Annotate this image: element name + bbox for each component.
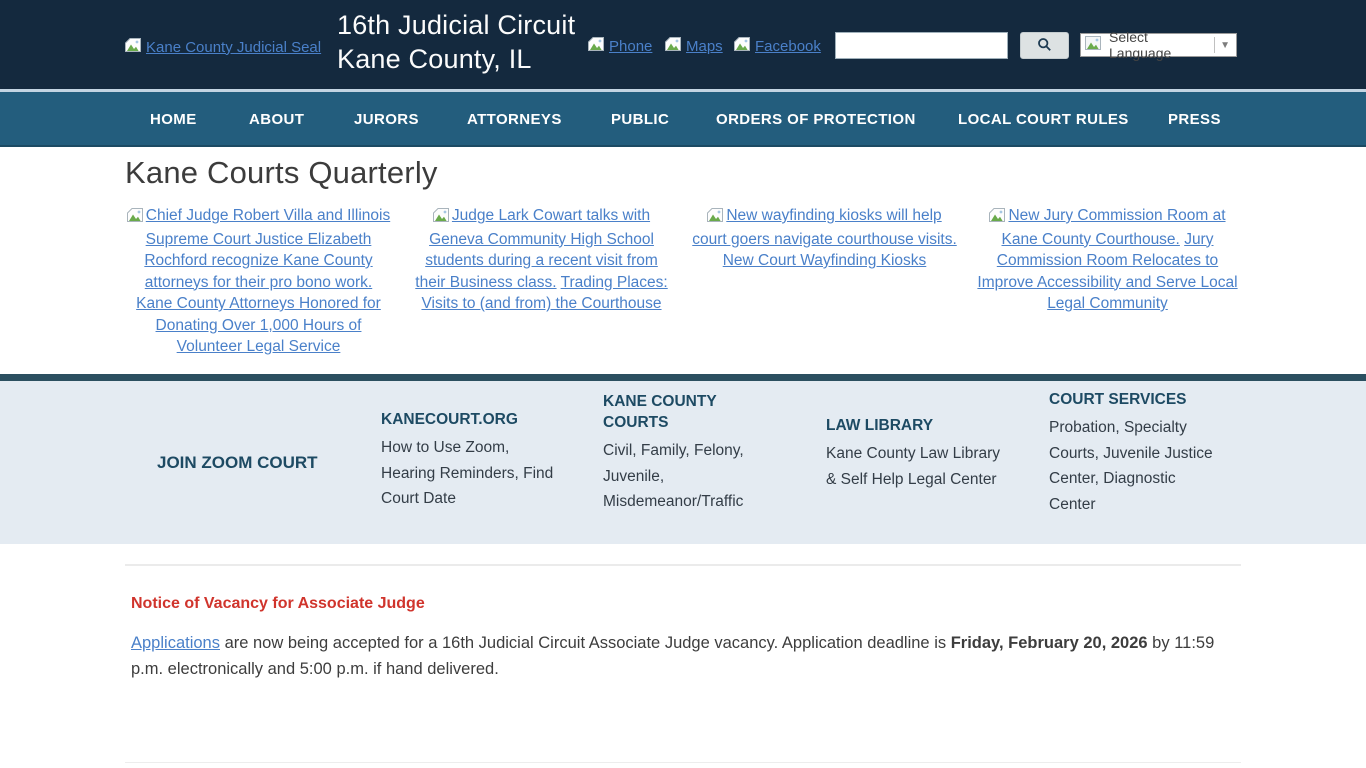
- footer-column-heading: LAW LIBRARY: [826, 417, 934, 434]
- notice-section: [0, 564, 1366, 763]
- nav-item-local-court-rules[interactable]: LOCAL COURT RULES: [958, 111, 1129, 128]
- footer-grid: [125, 381, 1241, 544]
- site-title-line1: 16th Judicial Circuit: [337, 10, 576, 40]
- news-caption-link[interactable]: New Court Wayfinding Kiosks: [722, 252, 927, 269]
- search-icon: [1037, 37, 1052, 55]
- main-nav: [0, 92, 1366, 147]
- judicial-seal-alt-text: Kane County Judicial Seal: [146, 38, 322, 56]
- site-title: [337, 8, 575, 76]
- footer-kanecourt-org[interactable]: [381, 381, 603, 544]
- footer: [0, 381, 1366, 544]
- footer-kane-county-courts[interactable]: [603, 381, 826, 544]
- news-item: [125, 205, 392, 358]
- broken-image-icon: [1085, 36, 1101, 55]
- news-caption-link[interactable]: Jury Commission Room Relocates to Improve Accessibility and Serve Local Legal Community: [977, 230, 1238, 312]
- divider-rule: [125, 762, 1241, 763]
- broken-image-icon: [707, 207, 723, 229]
- chevron-down-icon: ▼: [1220, 39, 1230, 51]
- language-selector-label: Select Language: [1109, 29, 1172, 61]
- language-selector[interactable]: [1080, 29, 1237, 61]
- broken-image-icon: [433, 207, 449, 229]
- footer-column-body: Kane County Law Library & Self Help Legal Center: [826, 445, 1001, 488]
- search-button[interactable]: [1020, 32, 1069, 59]
- phone-link-label: Phone: [609, 37, 653, 55]
- news-caption-link[interactable]: Trading Places: Visits to (and from) the Courthouse: [421, 273, 668, 312]
- footer-column-body: Civil, Family, Felony, Juvenile, Misdemeanor/Traffic: [603, 442, 744, 510]
- footer-column-heading: COURT SERVICES: [1049, 391, 1187, 408]
- section-divider: [0, 374, 1366, 381]
- news-caption-link[interactable]: Kane County Attorneys Honored for Donating Over 1,000 Hours of Volunteer Legal Service: [136, 295, 381, 355]
- footer-law-library[interactable]: [826, 381, 1049, 544]
- news-image-alt-link[interactable]: Judge Lark Cowart talks with Geneva Community High School students during a recent visit from their Business class.: [415, 207, 658, 291]
- news-image-alt-link[interactable]: Chief Judge Robert Villa and Illinois Supreme Court Justice Elizabeth Rochford recognize Kane County attorneys for their pro bono work.: [144, 207, 391, 291]
- notice-heading: Notice of Vacancy for Associate Judge: [131, 595, 425, 612]
- footer-column-body: Probation, Specialty Courts, Juvenile Justice Center, Diagnostic Center: [1049, 419, 1213, 513]
- nav-item-jurors[interactable]: JURORS: [354, 111, 419, 128]
- news-item: [691, 205, 958, 358]
- maps-link[interactable]: [665, 37, 723, 55]
- news-item: [408, 205, 675, 358]
- nav-item-public[interactable]: PUBLIC: [611, 111, 670, 128]
- news-grid: [125, 205, 1366, 358]
- broken-image-icon: [665, 37, 681, 55]
- notice-paragraph: [131, 630, 1221, 682]
- nav-item-about[interactable]: ABOUT: [249, 111, 305, 128]
- footer-column-body: How to Use Zoom, Hearing Reminders, Find Court Date: [381, 439, 554, 507]
- broken-image-icon: [588, 37, 604, 55]
- site-title-line2: Kane County, IL: [337, 44, 532, 74]
- broken-image-icon: [989, 207, 1005, 229]
- notice-text-2: by 11:59 p.m. electronically and 5:00 p.m. if hand delivered.: [131, 634, 1215, 678]
- divider-rule: [125, 564, 1241, 566]
- footer-column-heading: KANE COUNTY COURTS: [603, 393, 717, 431]
- facebook-link-label: Facebook: [755, 37, 821, 55]
- page-title: Kane Courts Quarterly: [125, 155, 438, 190]
- news-image-alt-link[interactable]: New wayfinding kiosks will help court goers navigate courthouse visits.: [692, 207, 957, 248]
- broken-image-icon: [125, 38, 141, 56]
- broken-image-icon: [734, 37, 750, 55]
- applications-link[interactable]: Applications: [131, 634, 220, 652]
- facebook-link[interactable]: [734, 37, 821, 55]
- news-item: [974, 205, 1241, 358]
- footer-column-heading: KANECOURT.ORG: [381, 411, 518, 428]
- language-selector-divider: [1214, 37, 1215, 53]
- search-input[interactable]: [835, 32, 1008, 59]
- nav-item-orders-of-protection[interactable]: ORDERS OF PROTECTION: [716, 111, 916, 128]
- notice-deadline: Friday, February 20, 2026: [950, 634, 1148, 652]
- phone-link[interactable]: [588, 37, 652, 55]
- footer-join-zoom-court[interactable]: [125, 381, 381, 544]
- footer-court-services[interactable]: [1049, 381, 1241, 544]
- notice-text-1: are now being accepted for a 16th Judicial Circuit Associate Judge vacancy. Application deadline is: [219, 634, 951, 652]
- site-header: [0, 0, 1366, 92]
- main-content: [0, 155, 1366, 371]
- news-image-alt-link[interactable]: New Jury Commission Room at Kane County Courthouse.: [1001, 207, 1226, 248]
- judicial-seal-link[interactable]: [125, 38, 321, 56]
- broken-image-icon: [127, 207, 143, 229]
- nav-item-press[interactable]: PRESS: [1168, 111, 1221, 128]
- maps-link-label: Maps: [686, 37, 723, 55]
- nav-item-attorneys[interactable]: ATTORNEYS: [467, 111, 562, 128]
- nav-item-home[interactable]: HOME: [150, 111, 197, 128]
- join-zoom-court-label: JOIN ZOOM COURT: [157, 453, 318, 472]
